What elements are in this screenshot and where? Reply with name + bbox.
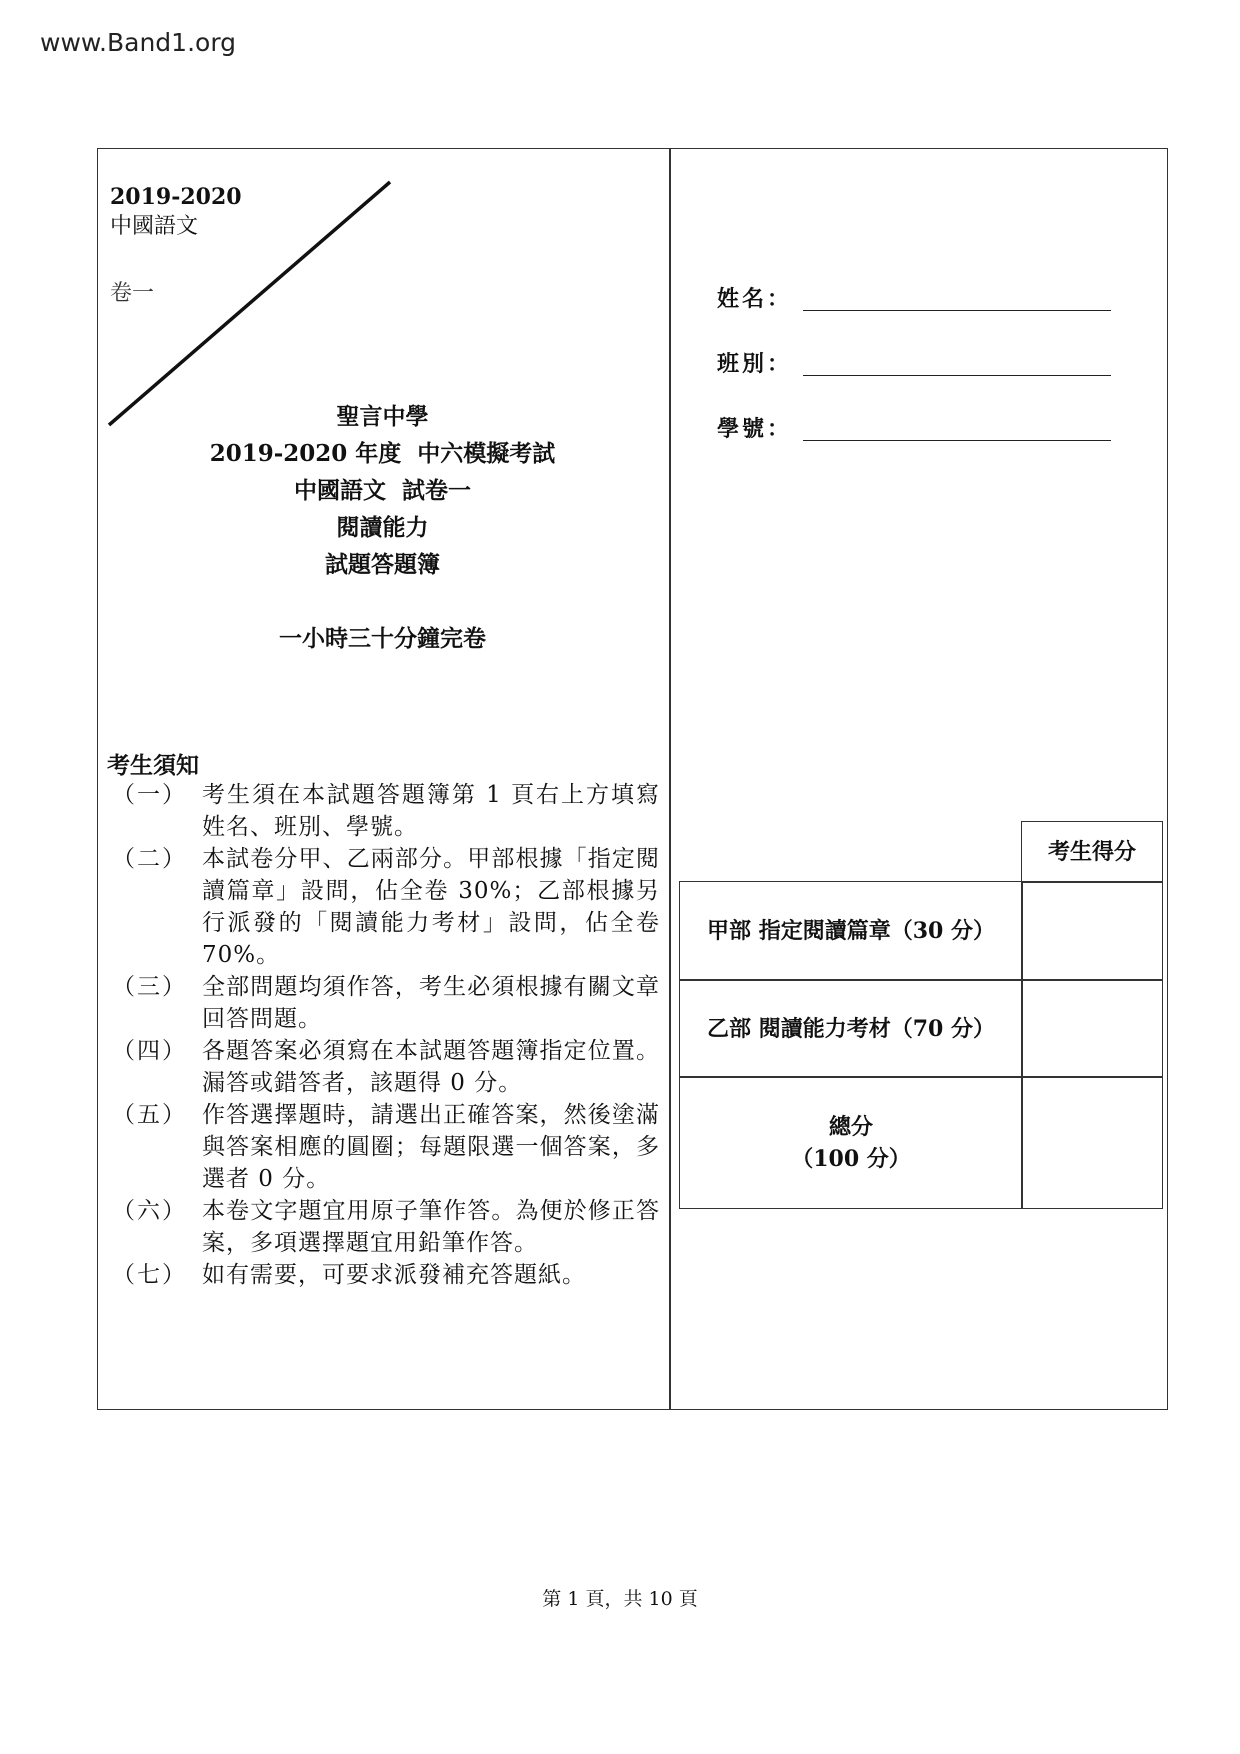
exam-name: 2019-2020 年度 中六模擬考試 [209,440,556,467]
section-name: 閱讀能力 [336,514,429,541]
number-label: 學號： [717,416,793,442]
number-line[interactable] [803,440,1111,442]
exam-title-block [110,398,655,583]
number-field[interactable] [717,388,1111,453]
note-number: （二） [112,846,187,872]
note-item [112,843,660,971]
note-text: 如有需要，可要求派發補充答題紙。 [202,1262,586,1288]
note-text: 本卷文字題宜用原子筆作答。為便於修正答案，多項選擇題宜用鉛筆作答。 [202,1198,660,1256]
note-text: 考生須在本試題答題簿第 1 頁右上方填寫姓名、班別、學號。 [202,782,660,840]
notes-heading: 考生須知 [107,752,199,779]
note-item [112,1035,660,1099]
note-item [112,779,660,843]
school-name: 聖言中學 [336,403,429,430]
class-line[interactable] [803,375,1111,377]
header-subject: 中國語文 [110,214,199,239]
score-header: 考生得分 [1021,821,1163,883]
part-b-label: 乙部 閱讀能力考材（70 分） [679,979,1023,1078]
note-number: （六） [112,1198,187,1224]
paper-label: 卷一 [110,281,155,306]
paper-name: 中國語文 試卷一 [293,477,471,504]
part-b-score[interactable] [1021,979,1163,1078]
student-info-fields [717,258,1111,453]
note-item [112,1099,660,1195]
note-item [112,1195,660,1259]
booklet-name: 試題答題簿 [325,551,440,578]
watermark-url: www.Band1.org [40,28,237,57]
part-a-score[interactable] [1021,881,1163,981]
total-marks: （100 分） [791,1145,911,1172]
total-label [679,1076,1023,1209]
notes-list [112,779,660,1291]
class-label: 班別： [717,351,793,377]
note-number: （一） [112,782,187,808]
note-number: （七） [112,1262,187,1288]
note-item [112,1259,660,1291]
total-score[interactable] [1021,1076,1163,1209]
note-text: 全部問題均須作答，考生必須根據有關文章回答問題。 [202,974,660,1032]
note-text: 作答選擇題時，請選出正確答案，然後塗滿與答案相應的圓圈；每題限選一個答案，多選者 0 分。 [202,1102,660,1192]
exam-duration: 一小時三十分鐘完卷 [279,625,486,652]
class-field[interactable] [717,323,1111,388]
header-year: 2019-2020 [110,184,242,210]
name-line[interactable] [803,310,1111,312]
note-number: （四） [112,1038,187,1064]
note-number: （五） [112,1102,187,1128]
note-number: （三） [112,974,187,1000]
page-number: 第 1 頁，共 10 頁 [542,1588,698,1610]
note-item [112,971,660,1035]
total-title: 總分 [828,1113,873,1140]
name-field[interactable] [717,258,1111,323]
part-a-label: 甲部 指定閱讀篇章（30 分） [679,881,1023,981]
note-text: 本試卷分甲、乙兩部分。甲部根據「指定閱讀篇章」設問，佔全卷 30%；乙部根據另行派發的「閱讀能力考材」設問，佔全卷 70%。 [202,846,660,968]
note-text: 各題答案必須寫在本試題答題簿指定位置。漏答或錯答者，該題得 0 分。 [202,1038,660,1096]
name-label: 姓名： [717,286,793,312]
